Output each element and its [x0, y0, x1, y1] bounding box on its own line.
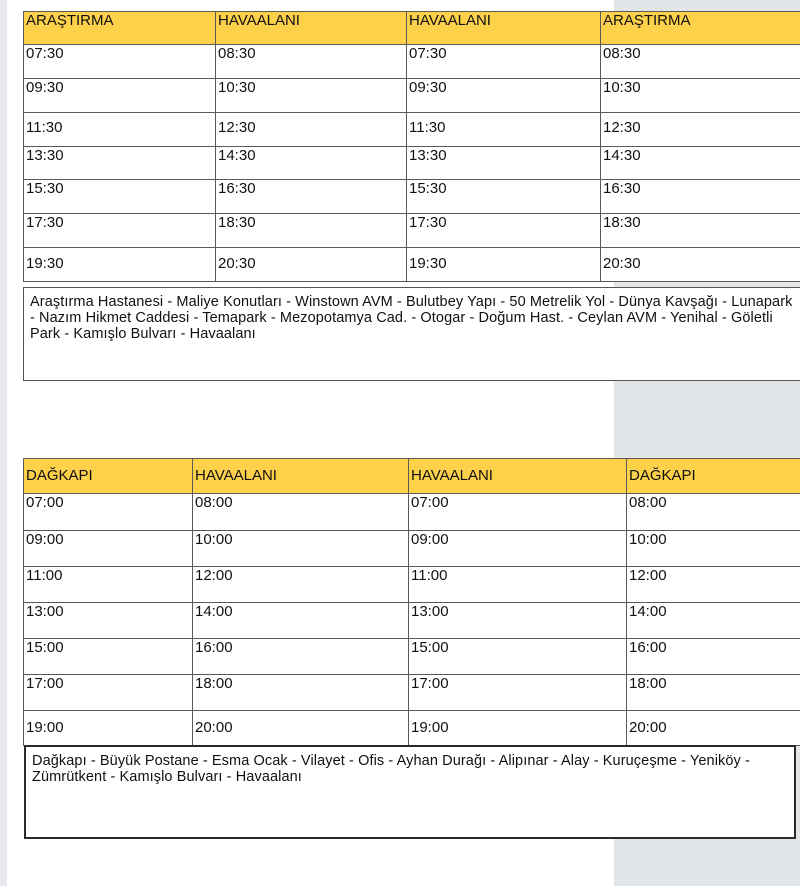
header-cell: DAĞKAPI	[627, 459, 800, 494]
time-cell: 19:30	[24, 248, 216, 282]
time-cell: 09:00	[24, 531, 193, 567]
header-cell: ARAŞTIRMA	[24, 12, 216, 45]
time-cell: 19:00	[409, 711, 627, 746]
table-row	[24, 711, 800, 746]
schedule-table-dagkapi	[23, 458, 800, 746]
route-text: Araştırma Hastanesi - Maliye Konutları - Winstown AVM - Bulutbey Yapı - 50 Metrelik Yol - Dünya Kavşağı - Lunapark - Nazım Hikmet Caddesi - Temapark - Mezopotamya Cad. - Otogar - Doğum Hast. - Ceylan AVM - Yenihal - Göletli Park - Kamışlo Bulvarı - Havaalanı	[30, 294, 793, 342]
table-row	[24, 113, 800, 147]
time-cell: 08:00	[193, 494, 409, 531]
time-cell: 10:00	[627, 531, 800, 567]
table-header-row	[24, 12, 800, 45]
route-text: Dağkapı - Büyük Postane - Esma Ocak - Vilayet - Ofis - Ayhan Durağı - Alipınar - Alay - Kuruçeşme - Yeniköy - Zümrütkent - Kamışlo Bulvarı - Havaalanı	[32, 753, 750, 785]
time-cell: 17:30	[407, 214, 601, 248]
time-cell: 08:30	[601, 45, 800, 79]
time-cell: 19:30	[407, 248, 601, 282]
time-cell: 15:30	[407, 180, 601, 214]
time-cell: 13:30	[407, 147, 601, 180]
table-row	[24, 214, 800, 248]
header-cell: HAVAALANI	[409, 459, 627, 494]
time-cell: 13:30	[24, 147, 216, 180]
table-row	[24, 603, 800, 639]
table-row	[24, 79, 800, 113]
time-cell: 09:00	[409, 531, 627, 567]
header-cell: DAĞKAPI	[24, 459, 193, 494]
time-cell: 09:30	[24, 79, 216, 113]
time-cell: 08:00	[627, 494, 800, 531]
time-cell: 09:30	[407, 79, 601, 113]
table-row	[24, 248, 800, 282]
time-cell: 17:30	[24, 214, 216, 248]
time-cell: 16:00	[193, 639, 409, 675]
time-cell: 20:00	[627, 711, 800, 746]
time-cell: 13:00	[24, 603, 193, 639]
table-row	[24, 45, 800, 79]
table-row	[24, 494, 800, 531]
time-cell: 17:00	[409, 675, 627, 711]
time-cell: 11:30	[407, 113, 601, 147]
time-cell: 14:30	[601, 147, 800, 180]
time-cell: 11:00	[24, 567, 193, 603]
time-cell: 19:00	[24, 711, 193, 746]
table-row	[24, 180, 800, 214]
route-description	[23, 287, 800, 381]
time-cell: 18:30	[601, 214, 800, 248]
table-row	[24, 639, 800, 675]
time-cell: 15:00	[24, 639, 193, 675]
time-cell: 07:00	[409, 494, 627, 531]
time-cell: 12:30	[601, 113, 800, 147]
time-cell: 10:30	[601, 79, 800, 113]
time-cell: 12:00	[627, 567, 800, 603]
time-cell: 11:00	[409, 567, 627, 603]
header-cell: ARAŞTIRMA	[601, 12, 800, 45]
time-cell: 14:00	[627, 603, 800, 639]
time-cell: 20:30	[216, 248, 407, 282]
time-cell: 15:00	[409, 639, 627, 675]
time-cell: 18:30	[216, 214, 407, 248]
header-cell: HAVAALANI	[216, 12, 407, 45]
header-cell: HAVAALANI	[193, 459, 409, 494]
time-cell: 17:00	[24, 675, 193, 711]
time-cell: 20:30	[601, 248, 800, 282]
time-cell: 07:00	[24, 494, 193, 531]
time-cell: 08:30	[216, 45, 407, 79]
time-cell: 14:00	[193, 603, 409, 639]
time-cell: 18:00	[627, 675, 800, 711]
time-cell: 16:30	[601, 180, 800, 214]
time-cell: 20:00	[193, 711, 409, 746]
time-cell: 13:00	[409, 603, 627, 639]
left-margin-strip	[0, 0, 7, 886]
time-cell: 12:00	[193, 567, 409, 603]
time-cell: 16:00	[627, 639, 800, 675]
header-cell: HAVAALANI	[407, 12, 601, 45]
time-cell: 07:30	[407, 45, 601, 79]
time-cell: 10:30	[216, 79, 407, 113]
time-cell: 10:00	[193, 531, 409, 567]
table-header-row	[24, 459, 800, 494]
time-cell: 07:30	[24, 45, 216, 79]
time-cell: 11:30	[24, 113, 216, 147]
route-description	[24, 745, 796, 839]
schedule-table-arastirma	[23, 11, 800, 282]
time-cell: 12:30	[216, 113, 407, 147]
table-row	[24, 567, 800, 603]
table-row	[24, 531, 800, 567]
time-cell: 15:30	[24, 180, 216, 214]
table-row	[24, 147, 800, 180]
table-row	[24, 675, 800, 711]
time-cell: 16:30	[216, 180, 407, 214]
time-cell: 14:30	[216, 147, 407, 180]
time-cell: 18:00	[193, 675, 409, 711]
